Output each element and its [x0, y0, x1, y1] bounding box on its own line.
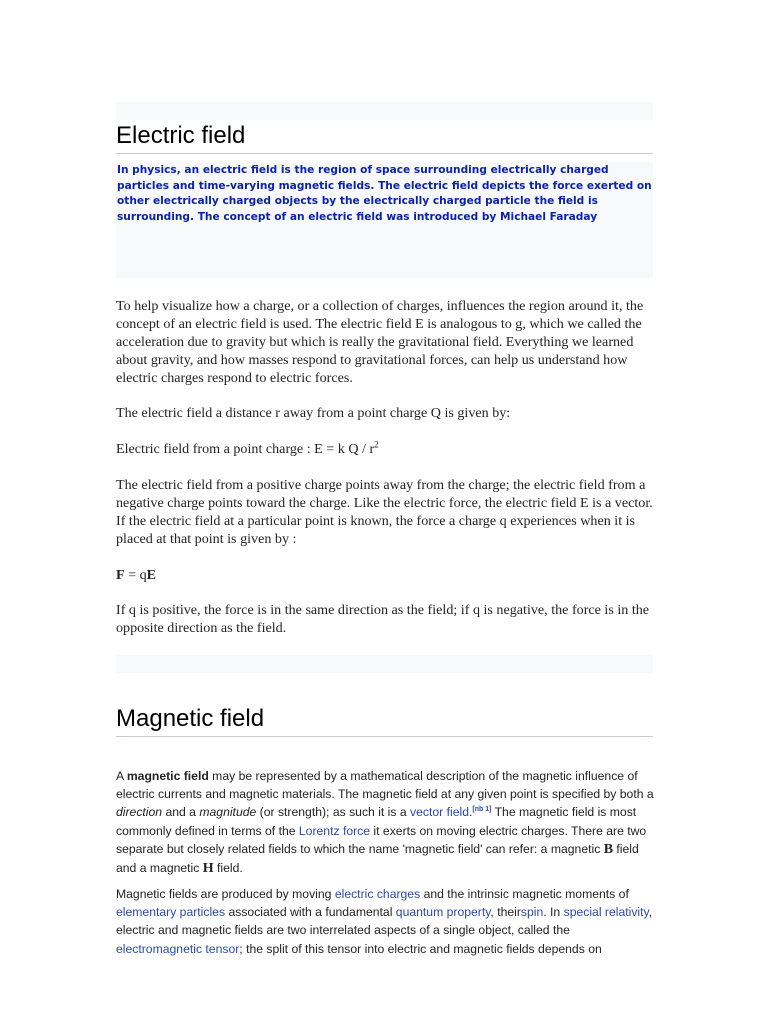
formula-text: Electric field from a point charge : E = k Q / r — [116, 441, 375, 457]
symbol-h: H — [202, 861, 214, 877]
link-lorentz-force[interactable]: Lorentz force — [298, 823, 371, 838]
text-run: . In — [543, 905, 564, 920]
top-divider-band — [116, 102, 653, 120]
bold-term: magnetic field — [126, 769, 209, 783]
formula-middle: = q — [124, 567, 147, 583]
paragraph-text: To help visualize how a charge, or a collection of charges, influences the region around it, the concept of an electric field is used. The electric field E is analogous to g, which we called the acceleration due to gravity but which is really the gravitational field. Everything we learned about gravity, and how masses respond to gravitational forces, can help us understand how electric charges respond to electric forces. — [116, 298, 644, 386]
magnetic-field-paragraph-sources — [116, 885, 656, 958]
magnetic-field-heading: Magnetic field — [116, 704, 653, 737]
text-run: may be represented by a mathematical description of the magnetic influence of electric currents and magnetic materials. The magnetic field at any given point is specified by both a — [116, 769, 654, 802]
symbol-b: B — [603, 841, 614, 857]
electric-field-lead-box — [116, 162, 653, 278]
text-run: ; the split of this tensor into electric and magnetic fields depends on — [239, 941, 602, 956]
link-vector-field[interactable]: vector field — [410, 805, 469, 820]
text-run: (or strength); as such it is a — [256, 805, 411, 820]
link-spin[interactable]: spin — [520, 905, 544, 920]
electric-field-paragraph-sign — [116, 601, 656, 637]
text-run: . — [468, 805, 473, 820]
point-charge-formula — [116, 440, 656, 458]
text-run: , their — [490, 905, 521, 920]
link-elementary-particles[interactable]: elementary particles — [116, 905, 226, 920]
paragraph-text: If q is positive, the force is in the same direction as the field; if q is negative, the force is in the opposite direction as the field. — [116, 602, 650, 636]
text-run: The magnetic field is most commonly defined in terms of the — [116, 805, 637, 838]
electric-field-paragraph-direction — [116, 476, 656, 548]
text-run: Magnetic fields are produced by moving — [116, 887, 335, 901]
electric-field-paragraph-distance — [116, 404, 656, 422]
electric-field-paragraph-visualize — [116, 297, 656, 387]
text-run: and the intrinsic magnetic moments of — [420, 887, 629, 901]
italic-term: magnitude — [199, 805, 257, 820]
text-run: , electric and magnetic fields are two interrelated aspects of a single object, called the — [116, 905, 653, 938]
paragraph-text: The electric field from a positive charge points away from the charge; the electric field from a negative charge points toward the charge. Like the electric force, the electric field E is a vector. If the electric field at a particular point is known, the force a charge q experiences when it is placed at that point is given by : — [116, 477, 653, 547]
paragraph-text: The electric field a distance r away from a point charge Q is given by: — [116, 405, 511, 421]
magnetic-field-paragraph-definition — [116, 767, 656, 878]
formula-force-symbol: F — [116, 567, 125, 583]
electric-field-lead: In physics, an electric field is the region of space surrounding electrically charged particles and time-varying magnetic fields. The electric field depicts the force exerted on other electrically charged objects by the electrically charged particle the field is surrounding. The concept of an electric field was introduced by Michael Faraday — [117, 164, 652, 223]
formula-field-symbol: E — [146, 567, 157, 583]
text-run: field. — [213, 861, 243, 876]
text-run: field and a magnetic — [116, 841, 639, 876]
footnote-reference[interactable]: [nb 1] — [472, 806, 492, 814]
text-run: it exerts on moving electric charges. There are two separate but closely related fields to which the name 'magnetic field' can refer: a magnetic — [116, 823, 647, 856]
force-formula — [116, 566, 656, 584]
link-electromagnetic-tensor[interactable]: electromagnetic tensor — [116, 941, 240, 956]
formula-exponent: 2 — [374, 439, 379, 450]
electric-field-heading: Electric field — [116, 121, 653, 154]
text-run: and a — [162, 805, 200, 820]
italic-term: direction — [116, 805, 163, 820]
text-run: associated with a fundamental — [225, 905, 396, 920]
middle-divider-band — [116, 655, 653, 673]
link-electric-charges[interactable]: electric charges — [334, 887, 421, 901]
link-quantum-property[interactable]: quantum property — [395, 905, 491, 920]
link-special-relativity[interactable]: special relativity — [563, 905, 649, 920]
text-run: A — [116, 769, 127, 783]
